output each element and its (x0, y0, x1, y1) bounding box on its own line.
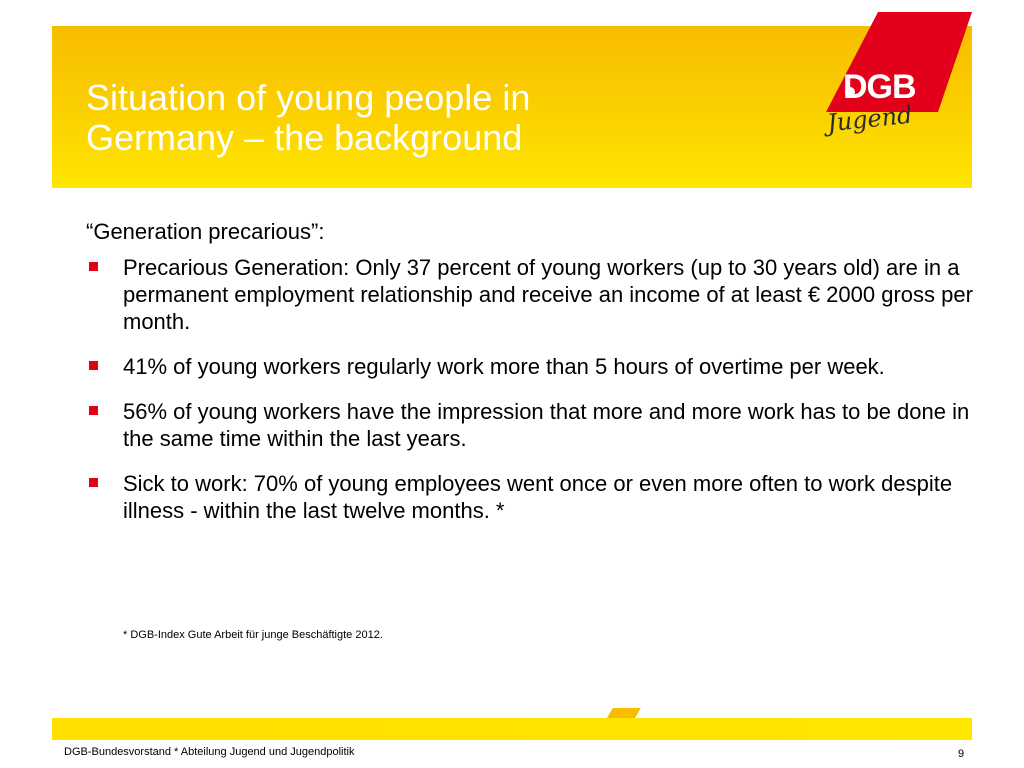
bullet-item (86, 470, 973, 524)
bullet-list (86, 254, 986, 524)
bullet-text: 56% of young workers have the impression that more and more work has to be done in the same time within the last years. (123, 399, 970, 451)
title-line-2: Germany – the background (86, 117, 523, 158)
bullet-text: Precarious Generation: Only 37 percent of young workers (up to 30 years old) are in a permanent employment relationship and receive an income of at least € 2000 gross per month. (123, 255, 973, 334)
footnote: * DGB-Index Gute Arbeit für junge Beschäftigte 2012. (123, 629, 383, 641)
bullet-item (86, 254, 973, 335)
title-line-1: Situation of young people in (86, 77, 531, 118)
slide-title (86, 78, 706, 158)
bullet-square-icon (89, 361, 98, 370)
logo-text: DGB (843, 68, 916, 106)
bullet-item (86, 353, 973, 380)
bullet-square-icon (89, 406, 98, 415)
bullet-text: 41% of young workers regularly work more than 5 hours of overtime per week. (123, 354, 885, 379)
bullet-square-icon (89, 478, 98, 487)
page-number: 9 (958, 748, 965, 760)
intro-text: “Generation precarious”: (86, 219, 325, 244)
bullet-square-icon (89, 262, 98, 271)
logo-subtext: Jugend (825, 100, 914, 138)
bullet-text: Sick to work: 70% of young employees went once or even more often to work despite illness - within the last twelve months. * (123, 471, 953, 523)
bullet-item (86, 398, 973, 452)
footer-band (52, 718, 972, 740)
slide-body (86, 218, 986, 542)
footer-organization: DGB-Bundesvorstand * Abteilung Jugend und Jugendpolitik (64, 746, 355, 758)
